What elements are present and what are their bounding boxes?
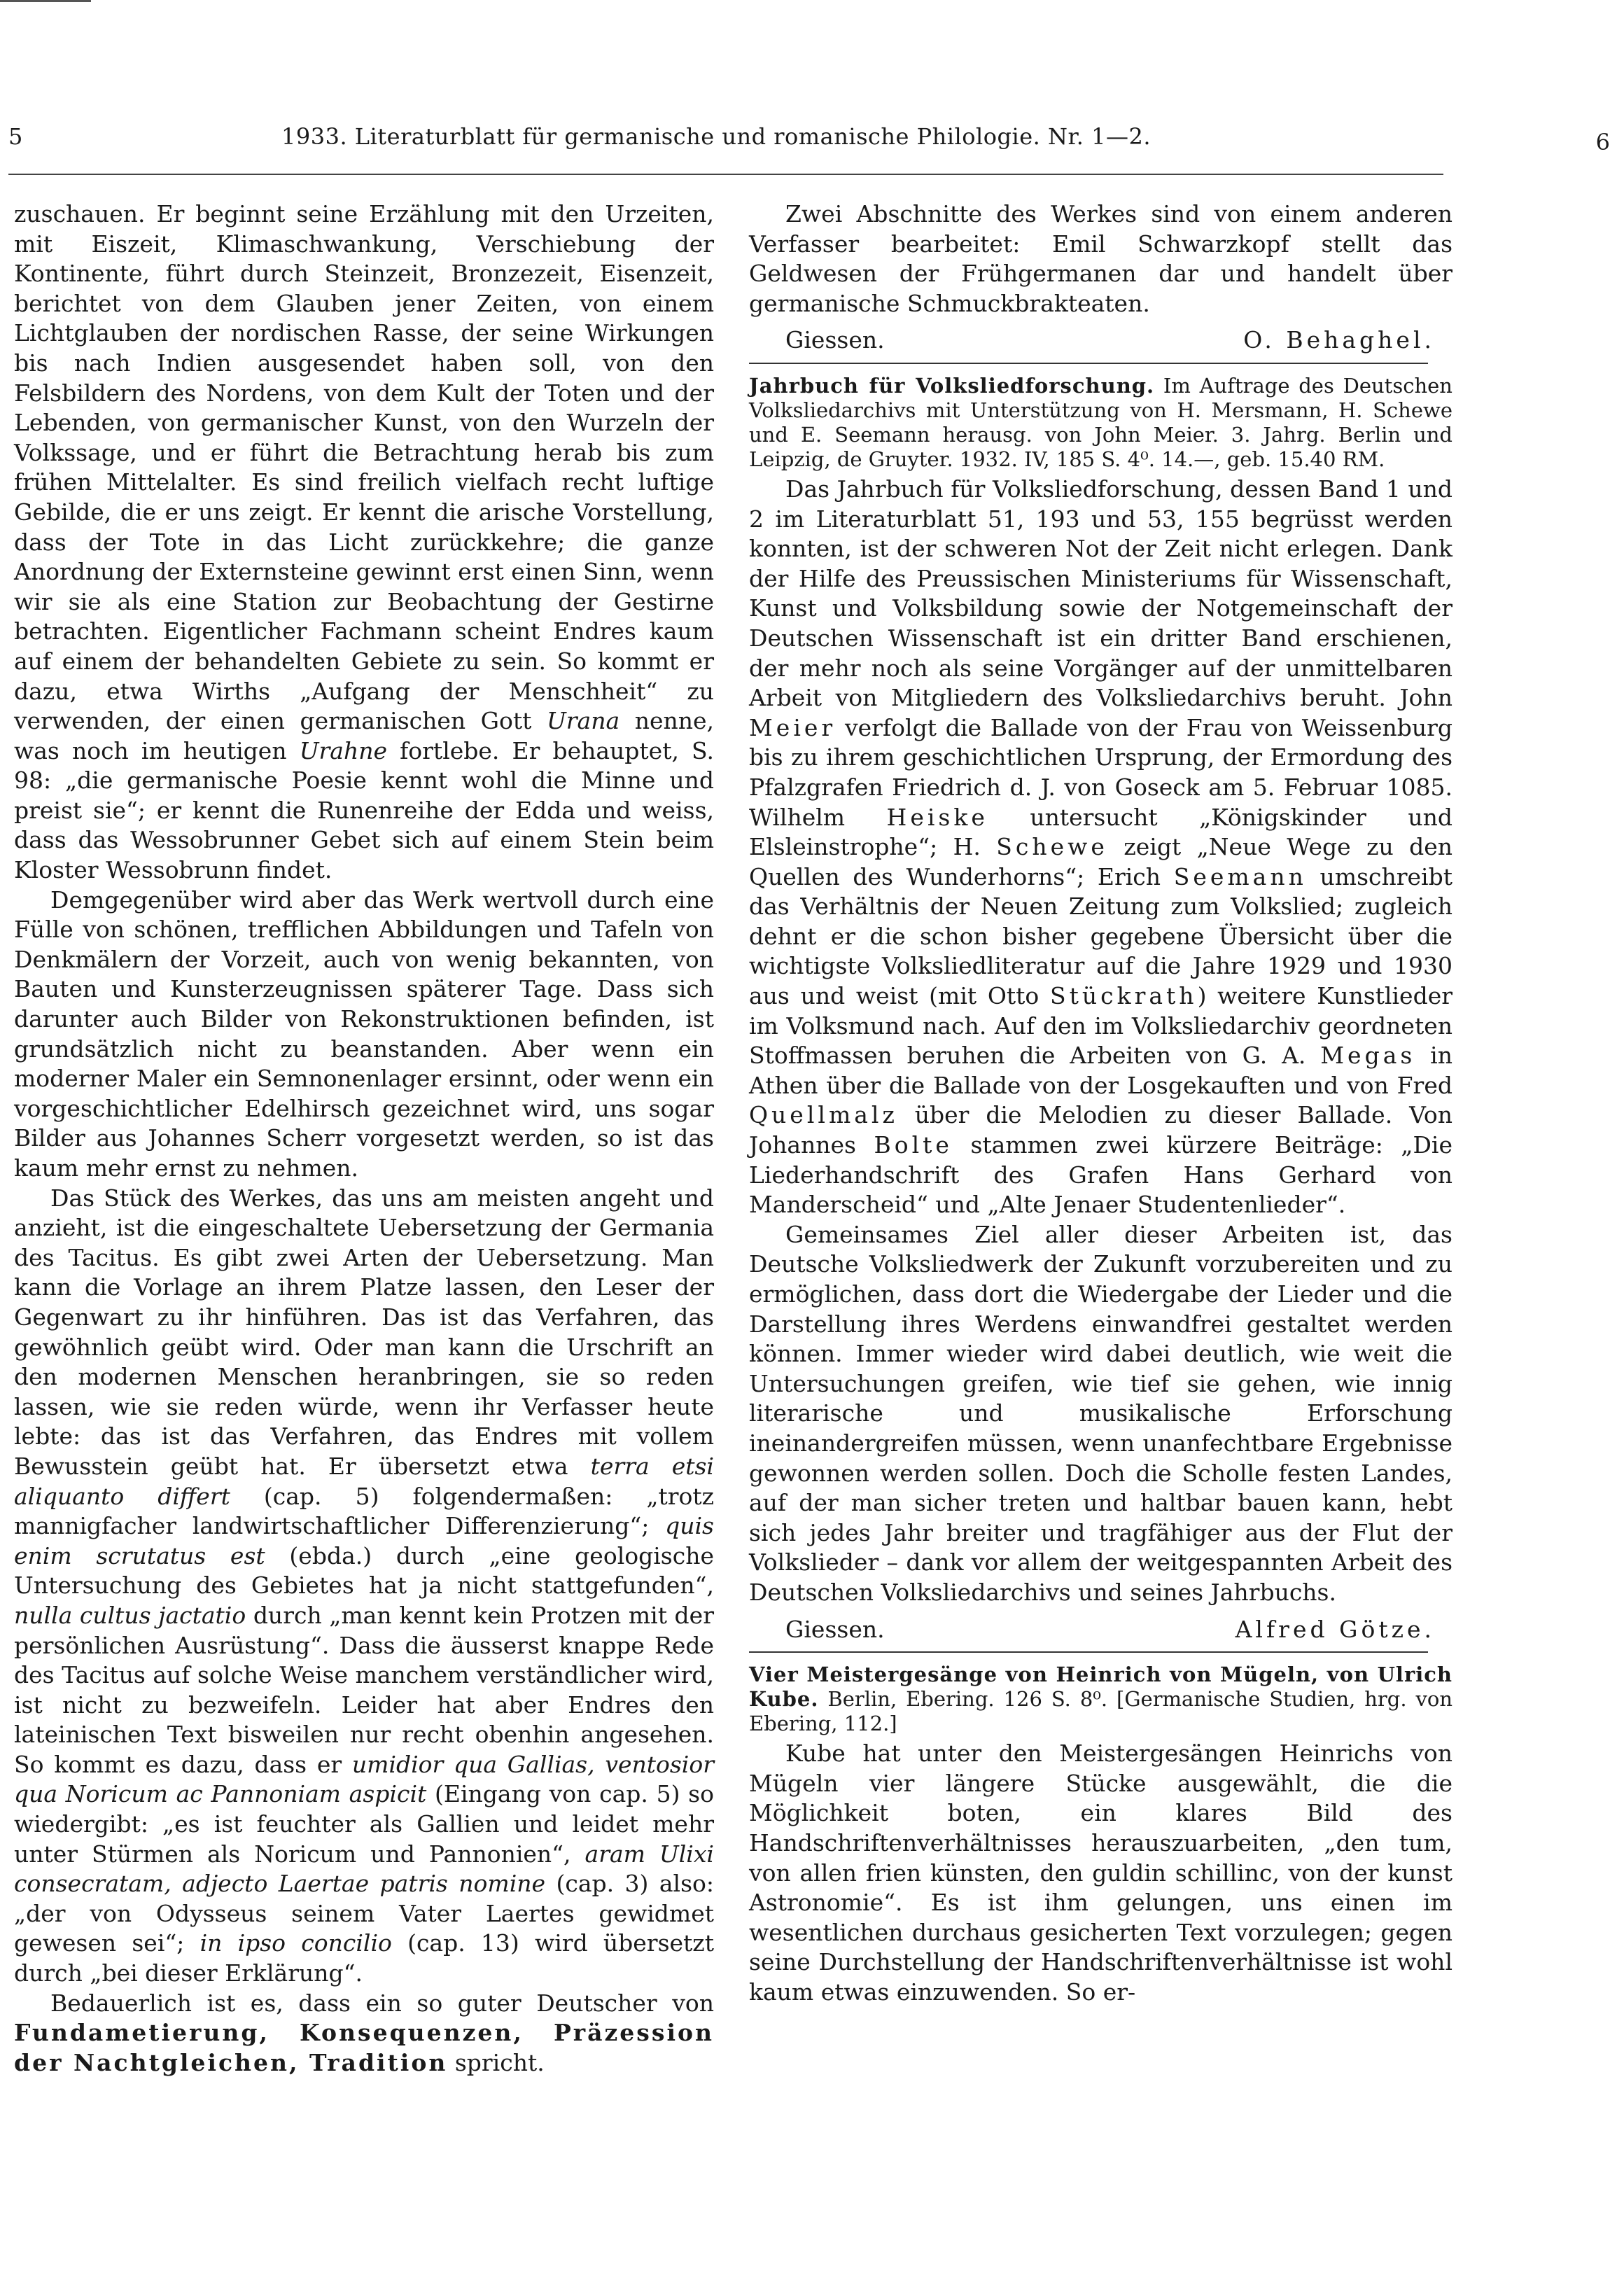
latin-quote: umidior qua Gallias, ventosior qua Noricum ac Pannoniam aspicit (14, 1750, 715, 1808)
reviewer-name: O. Behaghel. (1243, 326, 1435, 354)
bibliographic-entry: Vier Meistergesänge von Heinrich von Mügeln, von Ulrich Kube. Berlin, Ebering. 126 S. 8⁰. [Germanische Studien, hrg. von Ebering, 112.] (749, 1663, 1452, 1736)
page-number-left: 5 (8, 123, 23, 150)
journal-title: 1933. Literaturblatt für germanische und romanische Philologie. Nr. 1—2. (281, 123, 1152, 150)
italic-term: Urana (546, 707, 620, 735)
author-name: Megas (1320, 1042, 1416, 1070)
latin-quote: quis enim scrutatus est (14, 1512, 714, 1569)
paragraph: Demgegenüber wird aber das Werk wertvoll durch eine Fülle von schönen, trefflichen Abbildungen und Tafeln von Denkmälern der Vorzeit, auch von wenig bekannten, von Bauten und Kunsterzeugnissen späterer Tage. Dass sich darunter auch Bilder von Rekonstruktionen befinden, ist grundsätzlich nicht zu beanstanden. Aber wenn ein moderner Maler ein Semnonenlager ersinnt, oder wenn ein vorgeschichtlicher Edelhirsch gezeichnet wird, uns sogar Bilder aus Johannes Scherr vorgesetzt werden, so ist das kaum mehr ernst zu nehmen. (14, 886, 714, 1182)
bibliographic-entry: Jahrbuch für Volksliedforschung. Im Auftrage des Deutschen Volksliedarchivs mit Unterstützung von H. Mersmann, H. Schewe und E. Seemann herausg. von John Meier. 3. Jahrg. Berlin und Leipzig, de Gruyter. 1932. IV, 185 S. 4⁰. 14.—, geb. 15.40 RM. (749, 373, 1452, 471)
author-name: Heiske (886, 803, 988, 831)
page-number-right: 6 (1595, 129, 1610, 155)
author-name: Meier (749, 713, 836, 741)
top-edge-line (0, 0, 91, 2)
latin-quote: in ipso concilio (200, 1929, 392, 1957)
paragraph: Das Stück des Werkes, das uns am meisten angeht und anzieht, ist die eingeschaltete Uebersetzung der Germania des Tacitus. Es gibt zwei Arten der Uebersetzung. Man kann die Vorlage an ihrem Platze lassen, den Leser der Gegenwart zu ihr hinführen. Das ist das Verfahren, das gewöhnlich geübt wird. Oder man kann die Urschrift an den modernen Menschen heranbringen, sie so reden lassen, wie sie reden würde, wenn ihr Verfasser heute lebte: das ist das Verfahren, das Endres mit vollem Bewusstein geübt hat. Er übersetzt etwa terra etsi aliquanto differt (cap. 5) folgendermaßen: „trotz mannigfacher landwirtschaftlicher Differenzierung“; quis enim scrutatus est (ebda.) durch „eine geologische Untersuchung des Gebietes hat ja nicht stattgefunden“, nulla cultus jactatio durch „man kennt kein Protzen mit der persönlichen Ausrüstung“. Dass die äusserst knappe Rede des Tacitus auf solche Weise manchem verständlicher wird, ist nicht zu bezweifeln. Leider hat aber Endres den lateinischen Text bisweilen nur recht obenhin angesehen. So kommt es dazu, dass er umidior qua Gallias, ventosior qua Noricum ac Pannoniam aspicit (Eingang von cap. 5) so wiedergibt: „es ist feuchter als Gallien und leidet mehr unter Stürmen als Noricum und Pannonien“, aram Ulixi consecratam, adjecto Laertae patris nomine (cap. 3) also: „der von Odysseus seinem Vater Laertes gewidmet gewesen sei“; in ipso concilio (cap. 13) wird übersetzt durch „bei dieser Erklärung“. (14, 1184, 715, 1987)
author-name: Stückrath (1050, 982, 1198, 1010)
spaced-terms: Fundametierung, Konsequenzen, Präzession der Nachtgleichen, Tradition (14, 2019, 714, 2076)
signature-place: Giessen. (785, 1615, 885, 1643)
latin-quote: terra etsi aliquanto differt (14, 1452, 714, 1510)
paragraph: Bedauerlich ist es, dass ein so guter Deutscher von Fundametierung, Konsequenzen, Präzession der Nachtgleichen, Tradition spricht. (14, 1989, 714, 2076)
right-column (749, 200, 1452, 2007)
author-name: Schewe (996, 833, 1108, 861)
section-rule (749, 1651, 1428, 1653)
signature-line (749, 326, 1452, 356)
signature-line (749, 1615, 1452, 1645)
paragraph: Das Jahrbuch für Volksliedforschung, dessen Band 1 und 2 im Literaturblatt 51, 193 und 53, 155 begrüsst werden konnten, ist der schweren Not der Zeit nicht erlegen. Dank der Hilfe des Preussischen Ministeriums für Wissenschaft, Kunst und Volksbildung sowie der Notgemeinschaft der Deutschen Wissenschaft ist ein dritter Band erschienen, der mehr noch als seine Vorgänger auf der unmittelbaren Arbeit von Mitgliedern des Volksliedarchivs beruht. John Meier verfolgt die Ballade von der Frau von Weissenburg bis zu ihrem geschichtlichen Ursprung, der Ermordung des Pfalzgrafen Friedrich d. J. von Goseck am 5. Februar 1085. Wilhelm Heiske untersucht „Königskinder und Elsleinstrophe“; H. Schewe zeigt „Neue Wege zu den Quellen des Wunderhorns“; Erich Seemann umschreibt das Verhältnis der Neuen Zeitung zum Volkslied; zugleich dehnt er die schon bisher gegebene Übersicht über die wichtigste Volksliedliteratur auf die Jahre 1929 und 1930 aus und weist (mit Otto Stückrath) weitere Kunstlieder im Volksmund nach. Auf den im Volksliedarchiv geordneten Stoffmassen beruhen die Arbeiten von G. A. Megas in Athen über die Ballade von der Losgekauften und von Fred Quellmalz über die Melodien zu dieser Ballade. Von Johannes Bolte stammen zwei kürzere Beiträge: „Die Liederhandschrift des Grafen Hans Gerhard von Manderscheid“ und „Alte Jenaer Studentenlieder“. (749, 475, 1453, 1219)
paragraph: Kube hat unter den Meistergesängen Heinrichs von Mügeln vier längere Stücke ausgewählt, die die Möglichkeit boten, ein klares Bild des Handschriftenverhältnisses herauszuarbeiten, „den tum, von allen frien künsten, den guldin schillinc, von der kunst Astronomie“. Es ist ihm gelungen, uns einen im wesentlichen durchaus gesicherten Text vorzulegen; gegen seine Durchstellung der Handschriftenverhältnisse ist wohl kaum etwas einzuwenden. So er- (749, 1740, 1452, 2006)
paragraph: zuschauen. Er beginnt seine Erzählung mit den Urzeiten, mit Eiszeit, Klimaschwankung, Verschiebung der Kontinente, führt durch Steinzeit, Bronzezeit, Eisenzeit, berichtet von dem Glauben jener Zeiten, von einem Lichtglauben der nordischen Rasse, der seine Wirkungen bis nach Indien ausgesendet haben soll, von den Felsbildern des Nordens, von dem Kult der Toten und der Lebenden, von germanischer Kunst, von den Wurzeln der Volkssage, und er führt die Betrachtung herab bis zum frühen Mittelalter. Es sind freilich vielfach recht luftige Gebilde, die er uns zeigt. Er kennt die arische Vorstellung, dass der Tote in das Licht zurückkehre; die ganze Anordnung der Externsteine gewinnt erst einen Sinn, wenn wir sie als eine Station zur Beobachtung der Gestirne betrachten. Eigentlicher Fachmann scheint Endres kaum auf einem der behandelten Gebiete zu sein. So kommt er dazu, etwa Wirths „Aufgang der Menschheit“ zu verwenden, der einen germanischen Gott Urana nenne, was noch im heutigen Urahne fortlebe. Er behauptet, S. 98: „die germanische Poesie kennt wohl die Minne und preist sie“; er kennt die Runenreihe der Edda und weiss, dass das Wessobrunner Gebet sich auf einem Stein beim Kloster Wessobrunn findet. (14, 200, 714, 884)
section-rule (749, 363, 1428, 364)
paragraph: Gemeinsames Ziel aller dieser Arbeiten ist, das Deutsche Volksliedwerk der Zukunft vorzubereiten und zu ermöglichen, dass dort die Wiedergabe der Lieder und die Darstellung ihres Werdens einwandfrei gestaltet werden können. Immer wieder wird dabei deutlich, wie weit die Untersuchungen greifen, wie tief sie gehen, wie innig literarische und musikalische Erforschung ineinandergreifen müssen, wenn unanfechtbare Ergebnisse gewonnen werden sollen. Doch die Scholle festen Landes, auf der man sicher treten und haltbar bauen kann, hebt sich jedes Jahr breiter und tragfähiger aus der Flut der Volkslieder – dank vor allem der weitgespannten Arbeit des Deutschen Volksliedarchivs und seines Jahrbuchs. (749, 1220, 1452, 1606)
book-title: Vier Meistergesänge von Heinrich von Mügeln, von Ulrich Kube. (749, 1663, 1452, 1712)
reviewer-name: Alfred Götze. (1235, 1615, 1435, 1643)
author-name: Quellmalz (749, 1101, 898, 1129)
book-title: Jahrbuch für Volksliedforschung. (749, 373, 1155, 398)
signature-place: Giessen. (785, 326, 885, 354)
header-rule (8, 174, 1443, 175)
running-header (8, 123, 1610, 158)
author-name: Seemann (1173, 862, 1307, 890)
left-column (14, 200, 714, 2078)
italic-term: Urahne (299, 736, 387, 764)
paragraph: Zwei Abschnitte des Werkes sind von einem anderen Verfasser bearbeitet: Emil Schwarzkopf stellt das Geldwesen der Frühgermanen dar und handelt über germanische Schmuckbrakteaten. (749, 200, 1452, 317)
latin-quote: nulla cultus jactatio (14, 1601, 246, 1629)
author-name: Bolte (874, 1131, 953, 1159)
latin-quote: aram Ulixi consecratam, adjecto Laertae patris nomine (14, 1840, 714, 1898)
